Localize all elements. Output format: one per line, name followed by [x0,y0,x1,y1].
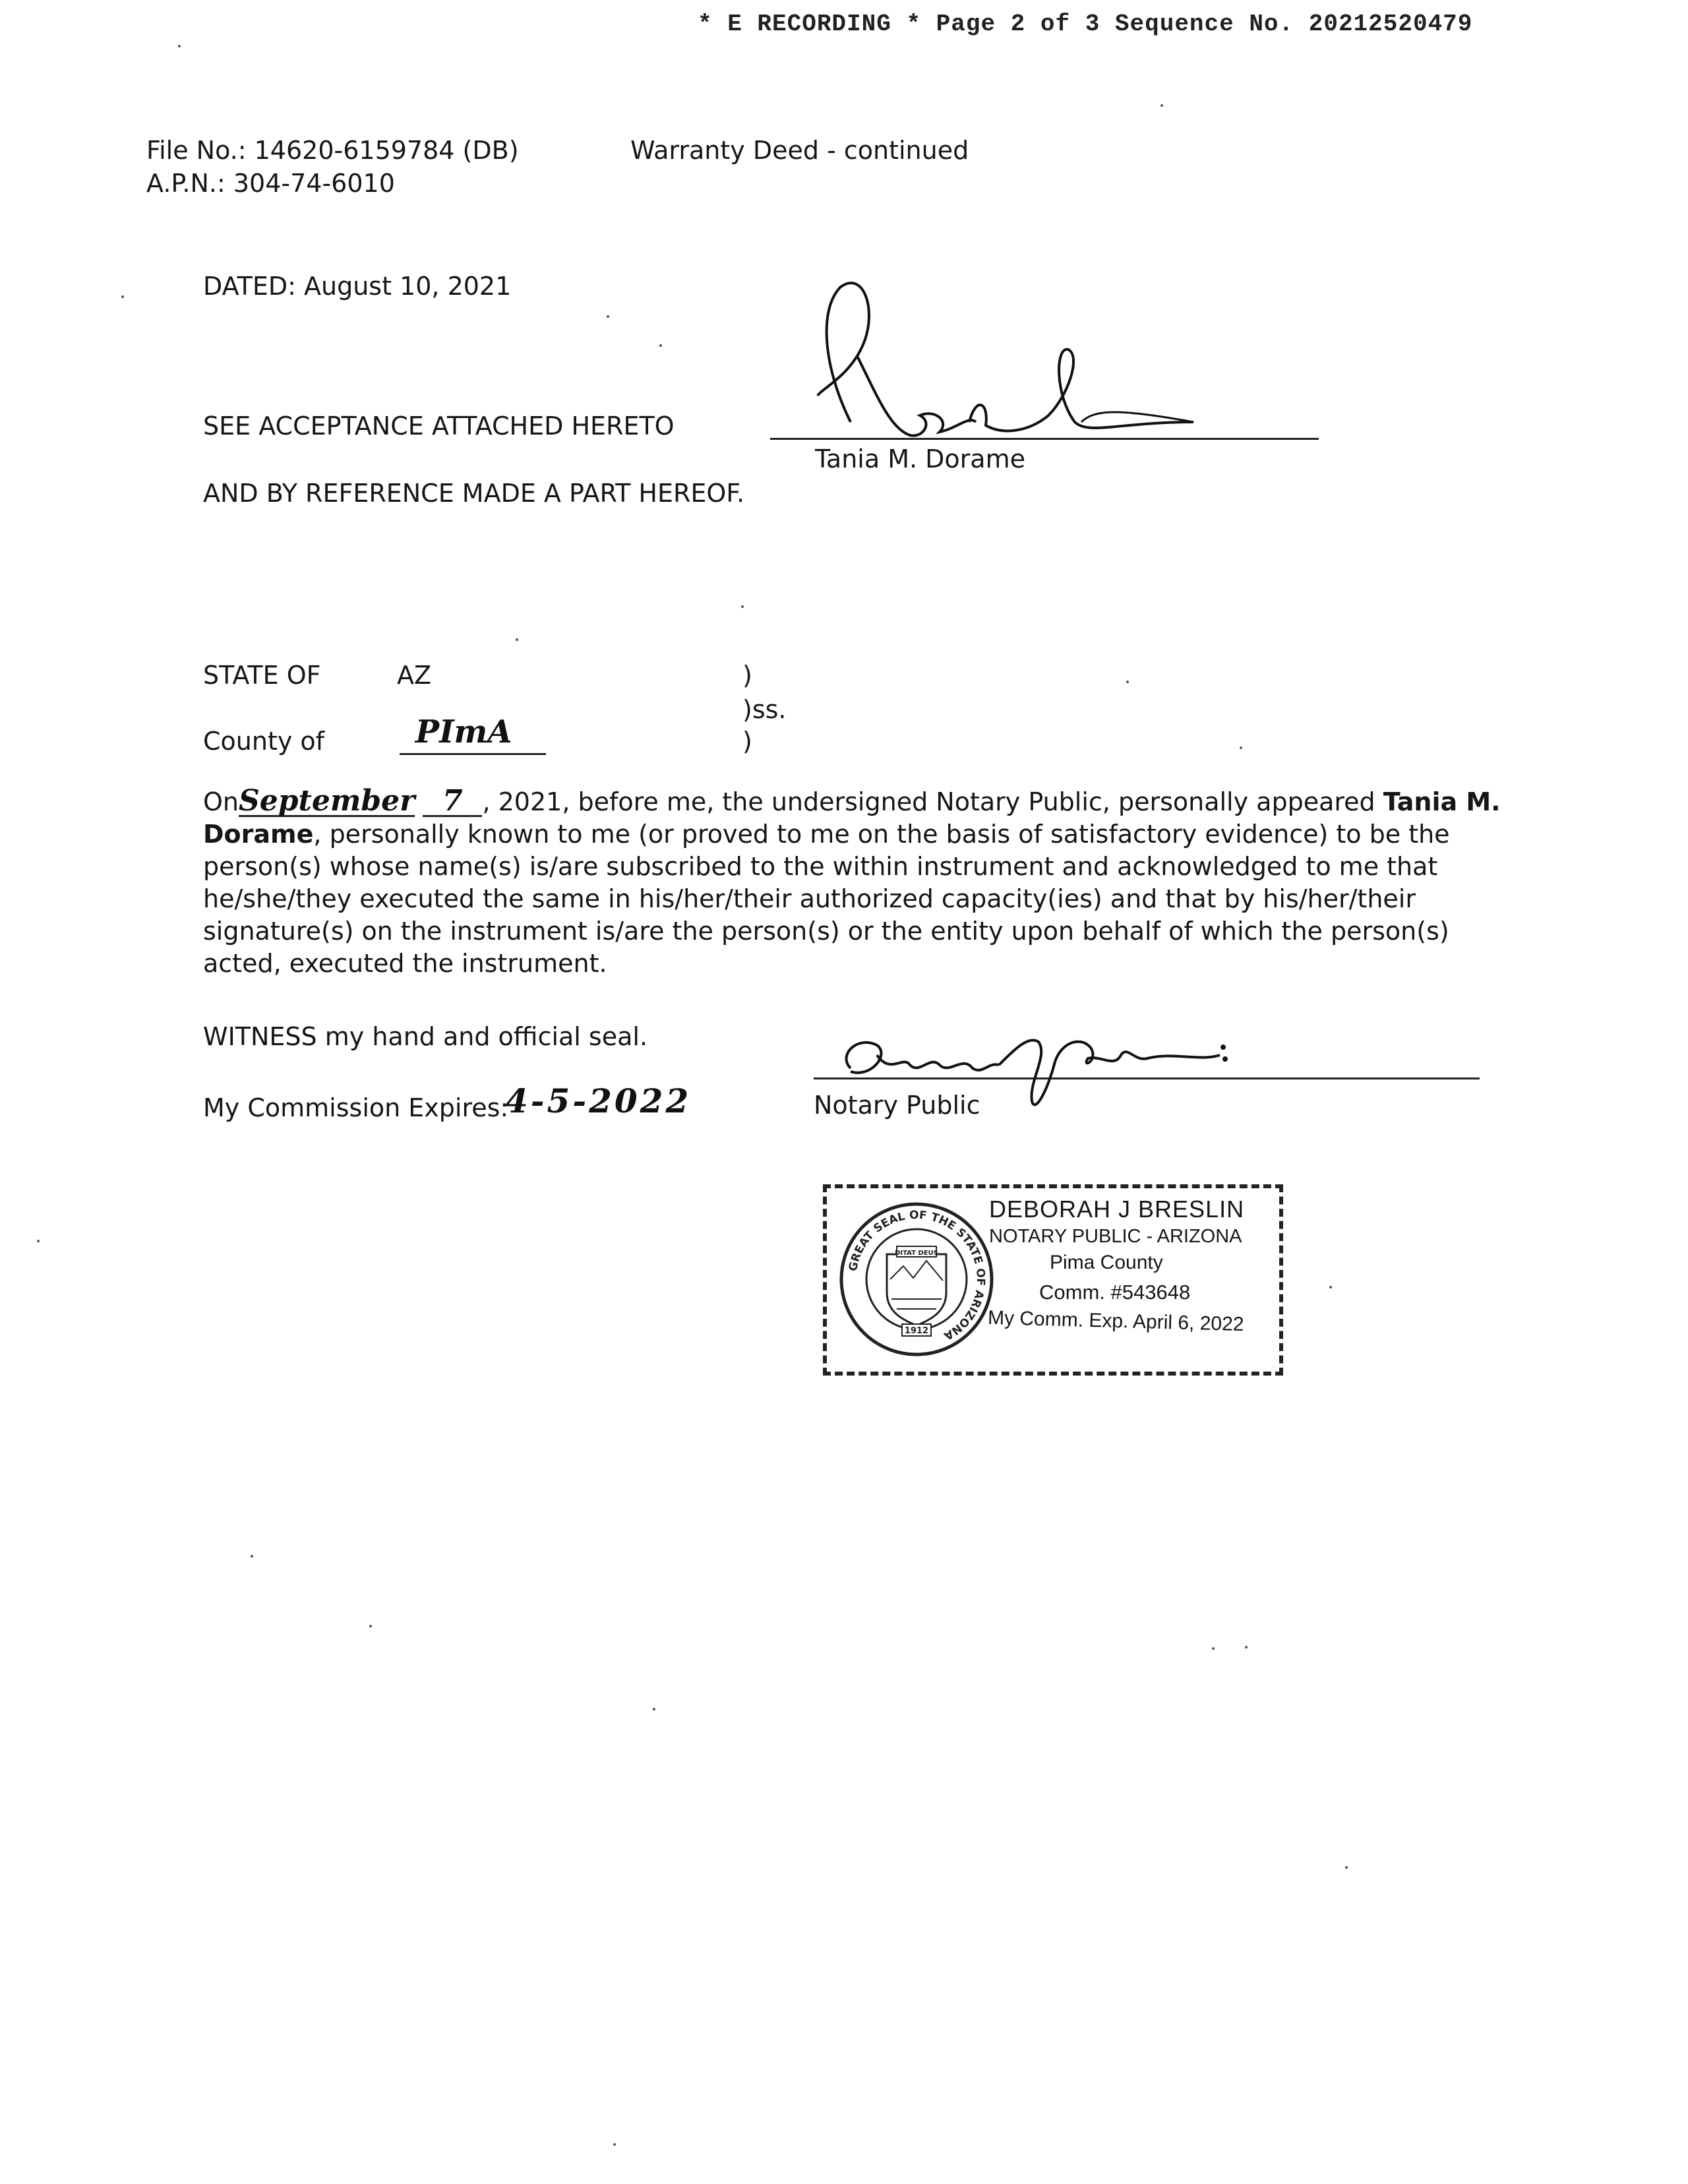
scan-speck [251,1555,253,1558]
scan-speck [1345,1866,1348,1869]
ack-month-handwritten: September [239,784,415,818]
scan-speck [1212,1647,1215,1650]
scan-speck [1245,1646,1248,1649]
scan-speck [369,1625,372,1627]
seal-year: 1912 [904,1326,929,1336]
ack-line-6: acted, executed the instrument. [203,949,607,978]
ack-on: On [203,787,239,816]
county-value-handwritten: PImA [415,713,512,750]
ack-year-clause: , 2021, before me, the undersigned Notary Public, personally appeared [482,787,1383,816]
commission-date-handwritten: 4-5-2022 [505,1081,692,1120]
document-title: Warranty Deed - continued [630,136,969,165]
file-number: File No.: 14620-6159784 (DB) [146,136,519,165]
ack-name-part1: Tania M. [1383,787,1501,816]
witness-line: WITNESS my hand and official seal. [203,1022,648,1051]
scan-speck [516,638,518,641]
scan-speck [121,295,124,298]
state-label: STATE OF [203,661,321,690]
seal-ring-text: GREAT SEAL OF THE STATE OF ARIZONA [846,1208,988,1343]
ack-day-handwritten: 7 [423,787,482,817]
scan-speck [1240,746,1242,749]
scan-speck [37,1240,40,1242]
scan-speck [607,315,609,318]
apn-number: A.P.N.: 304-74-6010 [146,169,395,198]
stamp-commission-number: Comm. #543648 [1039,1281,1191,1304]
scan-speck [1160,104,1163,107]
stamp-notary-name: DEBORAH J BRESLIN [989,1196,1245,1223]
venue-paren-bottom: ) [742,727,752,756]
venue-paren-top: ) [742,661,752,690]
scan-speck [653,1708,655,1711]
ack-line-4: he/she/they executed the same in his/her/their authorized capacity(ies) and that by his/her/their [203,884,1416,913]
stamp-notary-title: NOTARY PUBLIC - ARIZONA [989,1226,1242,1247]
state-value: AZ [397,661,432,690]
scan-speck [659,344,662,347]
seal-motto: DITAT DEUS [895,1250,938,1257]
ack-name-part2: Dorame [203,820,314,849]
stamp-county: Pima County [1050,1252,1163,1273]
county-label: County of [203,727,325,756]
stamp-commission-expiration: My Comm. Exp. April 6, 2022 [987,1306,1244,1336]
acceptance-line-2: AND BY REFERENCE MADE A PART HEREOF. [203,479,745,508]
scan-speck [1126,681,1129,683]
acceptance-line-1: SEE ACCEPTANCE ATTACHED HERETO [203,411,675,440]
scan-speck [178,45,181,47]
ack-line-5: signature(s) on the instrument is/are the person(s) or the entity upon behalf of which the person(s) [203,917,1449,946]
scan-speck [1329,1286,1332,1289]
scan-speck [613,2143,616,2146]
recording-header: * E RECORDING * Page 2 of 3 Sequence No. 20212520479 [698,11,1473,38]
notary-stamp [823,1184,1283,1376]
state-seal-icon [837,1200,996,1358]
dated-line: DATED: August 10, 2021 [203,272,512,301]
ack-line-3: person(s) whose name(s) is/are subscribed to the within instrument and acknowledged to me that [203,852,1438,881]
scan-speck [741,605,744,608]
venue-ss: )ss. [742,695,787,724]
ack-rest-line-2: , personally known to me (or proved to me on the basis of satisfactory evidence) to be the [313,820,1450,849]
commission-label: My Commission Expires: [203,1093,509,1122]
notary-public-label: Notary Public [814,1091,980,1120]
grantor-name: Tania M. Dorame [815,444,1025,473]
